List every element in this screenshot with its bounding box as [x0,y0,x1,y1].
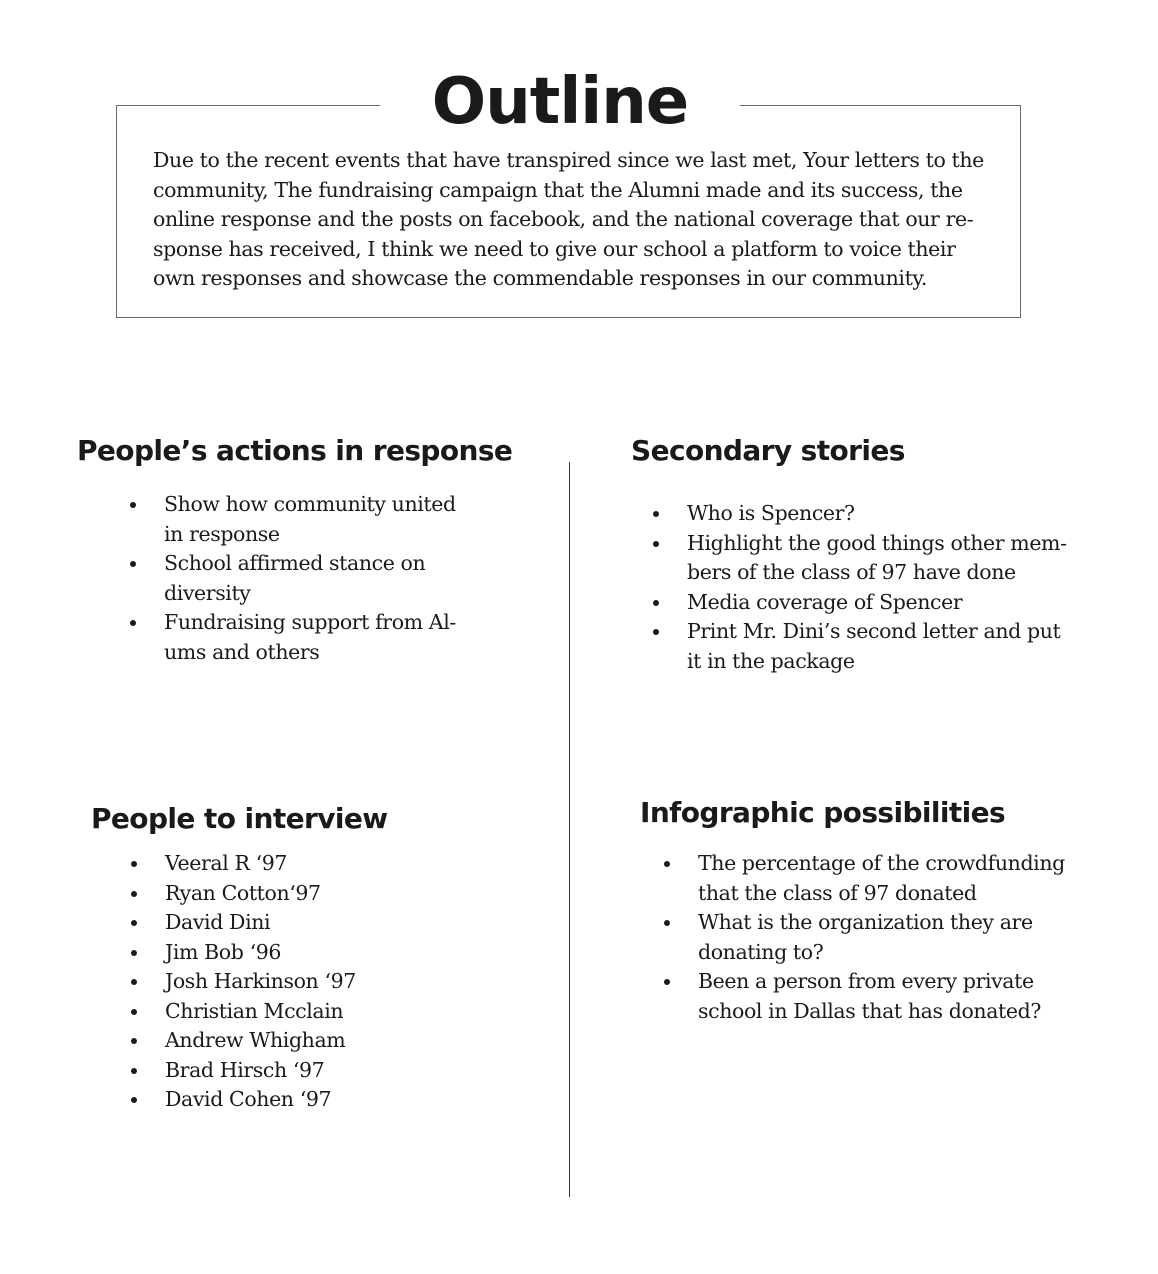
list-item: Been a person from every private school in Dallas that has donated? [698,967,1068,1026]
list-item: Who is Spencer? [687,499,1077,529]
heading-peoples-actions: People’s actions in response [77,434,513,467]
list-item: School affirmed stance on diversity [164,549,464,608]
page-title: Outline [380,62,740,142]
list-item: Highlight the good things other mem-bers of the class of 97 have done [687,529,1077,588]
list-item: The percentage of the crowdfunding that the class of 97 donated [698,849,1068,908]
list-peoples-actions [164,490,464,667]
list-infographic-possibilities [698,849,1068,1026]
list-item: Josh Harkinson ‘97 [165,967,495,997]
list-item: Fundraising support from Al-ums and others [164,608,464,667]
list-item: What is the organization they are donating to? [698,908,1068,967]
list-item: Christian Mcclain [165,997,495,1027]
list-item: Veeral R ‘97 [165,849,495,879]
list-item: Andrew Whigham [165,1026,495,1056]
list-item: Media coverage of Spencer [687,588,1077,618]
list-item: Print Mr. Dini’s second letter and put it in the package [687,617,1077,676]
list-item: David Cohen ‘97 [165,1085,495,1115]
heading-infographic-possibilities: Infographic possibilities [640,796,1006,829]
heading-people-to-interview: People to interview [91,802,388,835]
list-item: Show how community united in response [164,490,464,549]
column-divider [569,462,570,1197]
intro-paragraph: Due to the recent events that have transpired since we last met, Your letters to the community, The fundraising campaign that the Alumni made and its success, the online response and the posts on facebook, and the national coverage that our re-sponse has received, I think we need to give our school a platform to voice their own responses and showcase the commendable responses in our community. [153,148,984,290]
heading-secondary-stories: Secondary stories [631,434,905,467]
list-item: Jim Bob ‘96 [165,938,495,968]
list-item: Brad Hirsch ‘97 [165,1056,495,1086]
list-item: David Dini [165,908,495,938]
list-item: Ryan Cotton‘97 [165,879,495,909]
list-people-to-interview [165,849,495,1115]
list-secondary-stories [687,499,1077,676]
